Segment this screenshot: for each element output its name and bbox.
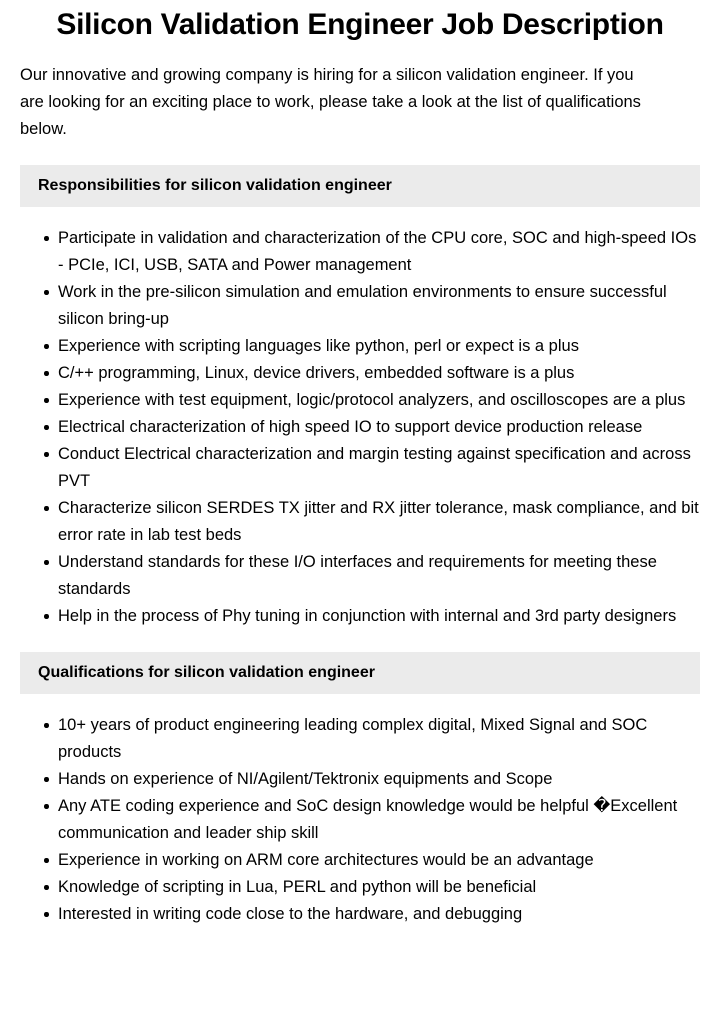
list-item: Electrical characterization of high speed IO to support device production release xyxy=(20,414,700,441)
list-item: Work in the pre-silicon simulation and emulation environments to ensure successful silicon bring-up xyxy=(20,279,700,333)
page-bottom-spacer xyxy=(0,928,720,958)
list-item: Help in the process of Phy tuning in conjunction with internal and 3rd party designers xyxy=(20,603,700,630)
list-item: Conduct Electrical characterization and margin testing against specification and across PVT xyxy=(20,441,700,495)
list-item: Experience with test equipment, logic/protocol analyzers, and oscilloscopes are a plus xyxy=(20,387,700,414)
qualifications-heading: Qualifications for silicon validation engineer xyxy=(38,664,375,681)
list-item: Any ATE coding experience and SoC design knowledge would be helpful �Excellent communication and leader ship skill xyxy=(20,793,700,847)
responsibilities-section xyxy=(0,165,720,630)
list-item: C/++ programming, Linux, device drivers, embedded software is a plus xyxy=(20,360,700,387)
list-item: Knowledge of scripting in Lua, PERL and python will be beneficial xyxy=(20,874,700,901)
intro-paragraph: Our innovative and growing company is hiring for a silicon validation engineer. If you are looking for an exciting place to work, please take a look at the list of qualifications below. xyxy=(20,66,641,138)
page-title: Silicon Validation Engineer Job Description xyxy=(56,8,664,41)
list-item: Participate in validation and characterization of the CPU core, SOC and high-speed IOs - PCIe, ICI, USB, SATA and Power management xyxy=(20,225,700,279)
responsibilities-heading: Responsibilities for silicon validation engineer xyxy=(38,177,392,194)
list-item: Interested in writing code close to the hardware, and debugging xyxy=(20,901,700,928)
responsibilities-list xyxy=(0,207,720,630)
qualifications-section-header xyxy=(20,652,700,694)
list-item: Characterize silicon SERDES TX jitter and RX jitter tolerance, mask compliance, and bit error rate in lab test beds xyxy=(20,495,700,549)
responsibilities-section-header xyxy=(20,165,700,207)
list-item: Understand standards for these I/O interfaces and requirements for meeting these standards xyxy=(20,549,700,603)
qualifications-section xyxy=(0,652,720,928)
list-item: Experience in working on ARM core architectures would be an advantage xyxy=(20,847,700,874)
list-item: Hands on experience of NI/Agilent/Tektronix equipments and Scope xyxy=(20,766,700,793)
list-item: Experience with scripting languages like python, perl or expect is a plus xyxy=(20,333,700,360)
list-item: 10+ years of product engineering leading complex digital, Mixed Signal and SOC products xyxy=(20,712,700,766)
qualifications-list xyxy=(0,694,720,928)
